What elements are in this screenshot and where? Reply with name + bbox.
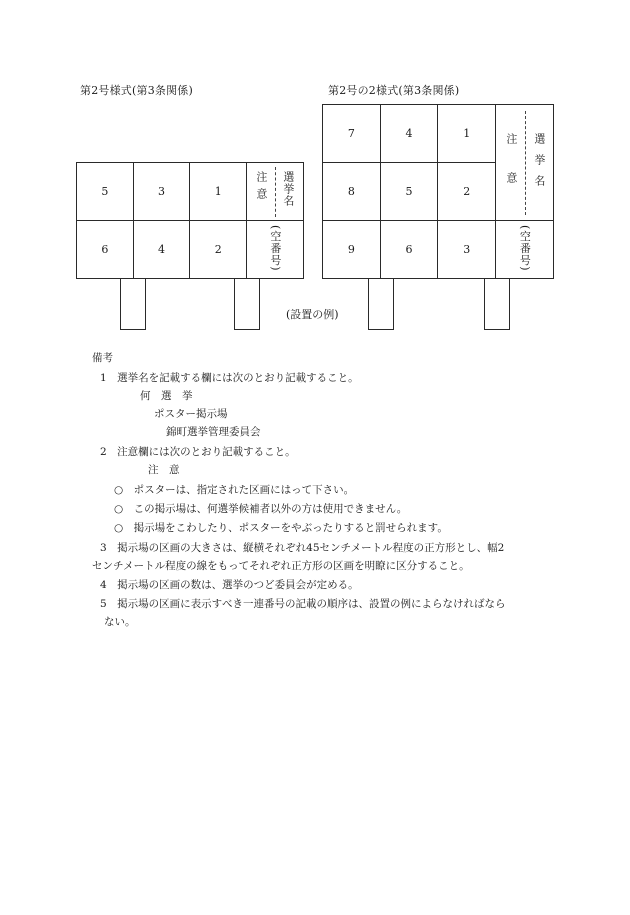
form1-cell: 6 xyxy=(77,221,134,279)
form2-cell: 3 xyxy=(438,221,496,279)
remark-item-3-line2: センチメートル程度の線をもってそれぞれ正方形の区画を明瞭に区分すること。 xyxy=(92,560,470,572)
form1-cell: 1 xyxy=(190,163,247,221)
form1-blank-number-label: (空番号) xyxy=(268,224,282,272)
form1-title: 第2号様式(第3条関係) xyxy=(80,84,193,97)
form2-cell: 2 xyxy=(438,163,496,221)
form2-board xyxy=(322,104,554,279)
form1-board xyxy=(76,162,304,279)
form1-blank-cell xyxy=(247,221,304,279)
form1-cell: 3 xyxy=(133,163,190,221)
form2-left-post xyxy=(368,278,394,330)
form1-notice-label: 注意 xyxy=(254,171,268,205)
remarks-heading: 備考 xyxy=(92,352,113,364)
remark-item-1: 1 選挙名を記載する欄には次のとおり記載すること。 xyxy=(100,372,359,384)
form2-cell: 6 xyxy=(380,221,438,279)
remark-item-5-line2: ない。 xyxy=(104,616,136,628)
form2-header-cell xyxy=(496,105,554,221)
form2-election-name-label: 選挙名 xyxy=(532,133,546,196)
form2-cell: 8 xyxy=(323,163,381,221)
form1-cell: 5 xyxy=(77,163,134,221)
form2-cell: 7 xyxy=(323,105,381,163)
form2-divider xyxy=(525,111,526,215)
remark-2-bullet: ○ この掲示場は、何選挙候補者以外の方は使用できません。 xyxy=(114,503,408,515)
form1-election-name-label: 選挙名 xyxy=(281,171,295,207)
remark-2-bullet: ○ ポスターは、指定された区画にはって下さい。 xyxy=(114,484,355,496)
form1-right-post xyxy=(234,278,260,330)
form1-left-post xyxy=(120,278,146,330)
remark-item-2: 2 注意欄には次のとおり記載すること。 xyxy=(100,446,296,458)
remark-1-poster-board: ポスター掲示場 xyxy=(154,408,228,420)
form2-right-post xyxy=(484,278,510,330)
form2-blank-cell xyxy=(496,221,554,279)
form2-notice-label: 注意 xyxy=(504,133,518,211)
remark-item-4: 4 掲示場の区画の数は、選挙のつど委員会が定める。 xyxy=(100,579,359,591)
form1-header-cell xyxy=(247,163,304,221)
remark-item-5-line1: 5 掲示場の区画に表示すべき一連番号の記載の順序は、設置の例によらなければなら xyxy=(100,598,506,610)
remark-2-notice-heading: 注 意 xyxy=(148,464,180,476)
form2-cell: 1 xyxy=(438,105,496,163)
remark-2-bullet: ○ 掲示場をこわしたり、ポスターをやぶったりすると罰せられます。 xyxy=(114,522,448,534)
form2-blank-number-label: (空番号) xyxy=(518,224,532,272)
form2-cell: 5 xyxy=(380,163,438,221)
form1-cell: 2 xyxy=(190,221,247,279)
remark-1-committee: 錦町選挙管理委員会 xyxy=(166,426,261,438)
form1-divider xyxy=(275,167,276,217)
example-caption: (設置の例) xyxy=(286,308,339,321)
form2-cell: 9 xyxy=(323,221,381,279)
remark-item-3-line1: 3 掲示場の区画の大きさは、縦横それぞれ45センチメートル程度の正方形とし、幅2 xyxy=(100,542,505,554)
remark-1-election: 何 選 挙 xyxy=(140,390,193,402)
form2-cell: 4 xyxy=(380,105,438,163)
form1-cell: 4 xyxy=(133,221,190,279)
form2-title: 第2号の2様式(第3条関係) xyxy=(328,84,460,97)
